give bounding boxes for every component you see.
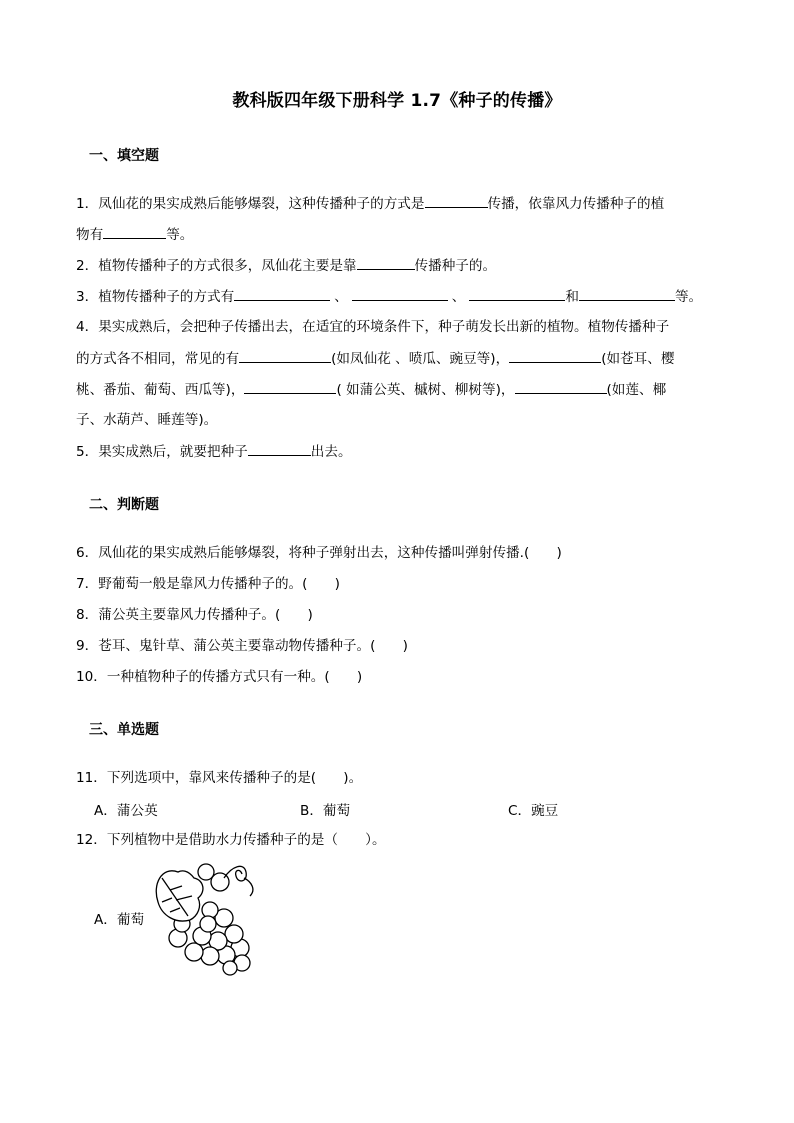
question-8 xyxy=(76,605,313,625)
question-text: 果实成熟后，就要把种子 xyxy=(98,444,248,460)
question-number: 5． xyxy=(76,444,99,460)
question-5 xyxy=(76,441,352,462)
question-text[interactable]: 野葡萄一般是靠风力传播种子的。( ) xyxy=(98,576,340,592)
answer-blank[interactable] xyxy=(509,348,601,363)
answer-blank[interactable] xyxy=(515,379,607,394)
answer-blank[interactable] xyxy=(357,255,415,270)
question-text: (如莲、椰 xyxy=(606,382,667,398)
answer-blank[interactable] xyxy=(234,286,330,301)
question-number: 6． xyxy=(76,545,99,561)
question-text: (如苍耳、樱 xyxy=(601,351,675,367)
question-number: 10． xyxy=(76,669,107,685)
option-c[interactable]: C．豌豆 xyxy=(508,803,559,819)
grape-illustration-icon xyxy=(148,858,260,976)
question-text: 物有 xyxy=(76,227,104,243)
option-a[interactable]: A．蒲公英 xyxy=(94,803,158,819)
section-heading-single-choice: 三、单选题 xyxy=(89,722,159,738)
question-text: 的方式各不相同，常见的有 xyxy=(76,351,240,367)
question-text: 果实成熟后，会把种子传播出去，在适宜的环境条件下，种子萌发长出新的植物。植物传播种子 xyxy=(98,319,670,335)
separator: 、 xyxy=(451,289,466,305)
question-11 xyxy=(76,768,362,788)
question-number: 12． xyxy=(76,832,107,848)
question-10 xyxy=(76,667,362,687)
question-4-line-2 xyxy=(76,348,674,369)
answer-blank[interactable] xyxy=(579,286,675,301)
page-title: 教科版四年级下册科学 1.7《种子的传播》 xyxy=(232,91,562,111)
answer-blank[interactable] xyxy=(103,224,166,239)
question-text[interactable]: 凤仙花的果实成熟后能够爆裂，将种子弹射出去，这种传播叫弹射传播.( ) xyxy=(98,545,562,561)
question-text: 传播，依靠风力传播种子的植 xyxy=(487,196,665,212)
answer-blank[interactable] xyxy=(244,379,336,394)
question-number: 7． xyxy=(76,576,99,592)
question-text[interactable]: 苍耳、鬼针草、蒲公英主要靠动物传播种子。( ) xyxy=(98,638,408,654)
question-text: ( 如蒲公英、槭树、柳树等)， xyxy=(336,382,515,398)
question-number: 9． xyxy=(76,638,99,654)
question-text: 桃、番茄、葡萄、西瓜等)， xyxy=(76,382,245,398)
question-text: 下列植物中是借助水力传播种子的是（ ）。 xyxy=(106,832,386,848)
question-text: 子、水葫芦、睡莲等)。 xyxy=(76,412,218,428)
question-text: 植物传播种子的方式有 xyxy=(98,289,235,305)
question-number: 4． xyxy=(76,319,99,335)
question-number: 11． xyxy=(76,770,107,786)
question-1-line-1 xyxy=(76,193,664,214)
question-4-line-1 xyxy=(76,317,669,337)
answer-blank[interactable] xyxy=(469,286,565,301)
question-3 xyxy=(76,286,702,307)
question-9 xyxy=(76,636,408,656)
question-4-line-4 xyxy=(76,410,217,430)
conjunction: 和 xyxy=(565,289,579,305)
section-heading-fill-blank: 一、填空题 xyxy=(89,148,159,164)
question-12 xyxy=(76,830,386,850)
answer-blank[interactable] xyxy=(425,193,488,208)
question-2 xyxy=(76,255,496,276)
answer-blank[interactable] xyxy=(248,441,311,456)
question-text: 等。 xyxy=(166,227,194,243)
question-7 xyxy=(76,574,340,594)
question-1-line-2 xyxy=(76,224,193,245)
question-number: 3． xyxy=(76,289,99,305)
separator: 、 xyxy=(334,289,348,305)
question-text[interactable]: 蒲公英主要靠风力传播种子。( ) xyxy=(98,607,313,623)
answer-blank[interactable] xyxy=(239,348,331,363)
option-b[interactable]: B．葡萄 xyxy=(300,803,351,819)
question-number: 2． xyxy=(76,258,99,274)
question-number: 1． xyxy=(76,196,99,212)
question-6 xyxy=(76,543,562,563)
question-text: 等。 xyxy=(674,289,703,305)
question-number: 8． xyxy=(76,607,99,623)
question-text: (如凤仙花 、喷瓜、豌豆等)， xyxy=(331,351,510,367)
question-text: 凤仙花的果实成熟后能够爆裂，这种传播种子的方式是 xyxy=(98,196,425,212)
question-text: 出去。 xyxy=(310,444,352,460)
option-a[interactable]: A．葡萄 xyxy=(94,912,145,928)
question-text: 植物传播种子的方式很多，凤仙花主要是靠 xyxy=(98,258,357,274)
question-text[interactable]: 一种植物种子的传播方式只有一种。( ) xyxy=(106,669,363,685)
question-4-line-3 xyxy=(76,379,666,400)
section-heading-true-false: 二、判断题 xyxy=(89,497,159,513)
question-text: 下列选项中，靠风来传播种子的是( )。 xyxy=(106,770,363,786)
question-text: 传播种子的。 xyxy=(414,258,497,274)
answer-blank[interactable] xyxy=(352,286,448,301)
